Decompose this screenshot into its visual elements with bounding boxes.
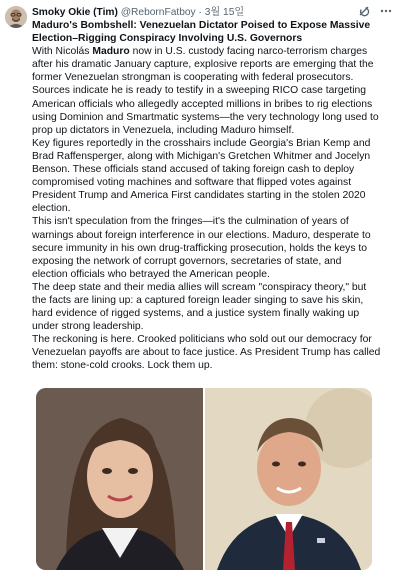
text-run: now in U.S. custody facing narco-terrorism charges after his dramatic January capture, explosive reports are emerging that the former Venezuelan strongman is cooperating with federal prosecutors. Sources indicate he is ready to testify in a sweeping RICO case targeting American officials who allegedly accepted millions in bribes to rig elections using Dominion and Smartmatic systems—the very technology long used to prop up dictators in Venezuela, including Maduro himself. xyxy=(32,46,379,136)
post-paragraph xyxy=(32,45,394,137)
bold-text: Maduro xyxy=(32,20,70,31)
header-actions xyxy=(358,5,392,20)
bold-text: Election xyxy=(32,33,73,45)
post-date[interactable]: 3월 15일 xyxy=(204,7,245,18)
text-run: With Nicolás xyxy=(32,46,93,58)
man-portrait-photo[interactable] xyxy=(205,388,372,570)
display-name[interactable]: Smoky Okie (Tim) xyxy=(32,7,118,18)
bold-text: –Rigging Conspiracy Involving U.S. Governors xyxy=(72,33,303,45)
post-text xyxy=(32,19,394,373)
post-paragraph xyxy=(32,137,394,216)
avatar-photo xyxy=(5,6,27,28)
avatar[interactable] xyxy=(5,6,27,28)
media-grid xyxy=(36,388,372,570)
woman-portrait-photo[interactable] xyxy=(36,388,203,570)
bold-text: 's Bombshell: Venezuelan Dictator Poised to Expose Massive xyxy=(69,20,374,31)
handle[interactable]: @RebornFatboy xyxy=(120,7,196,18)
post-paragraph xyxy=(32,19,394,45)
text-run: The reckoning is here. Crooked politicians who sold out our democracy for Venezuelan payoffs are about to face justice. As President Trump has called them: stone-cold crooks. Lock them up. xyxy=(32,334,381,372)
post-paragraph xyxy=(32,333,394,372)
grok-icon[interactable] xyxy=(358,5,370,20)
text-run: This isn't speculation from the fringes—it's the culmination of years of warnings about foreign interference in our elections. Maduro, desperate to secure immunity in his own drug-trafficking prosecution, holds the keys to exposing the network of corrupt governors, secretaries of state, and election officials who betrayed the American people. xyxy=(32,216,371,280)
more-icon[interactable] xyxy=(380,5,392,20)
separator: · xyxy=(198,7,202,18)
text-run: Key figures reportedly in the crosshairs include Georgia's Brian Kemp and Brad Raffensperger, along with Michigan's Gretchen Whitmer and Jocelyn Benson. These officials stand accused of taking foreign cash to deploy compromised voting machines and software that flipped votes against President Trump and America First candidates starting in the stolen 2020 election. xyxy=(32,137,371,215)
post-paragraph xyxy=(32,281,394,333)
bold-text: Maduro xyxy=(92,46,130,58)
post-paragraph xyxy=(32,215,394,280)
text-run: The deep state and their media allies will scream "conspiracy theory," but the facts are lining up: a captured foreign leader singing to save his skin, hard evidence of rigged systems, and a justice system finally waking up under strong leadership. xyxy=(32,281,367,333)
